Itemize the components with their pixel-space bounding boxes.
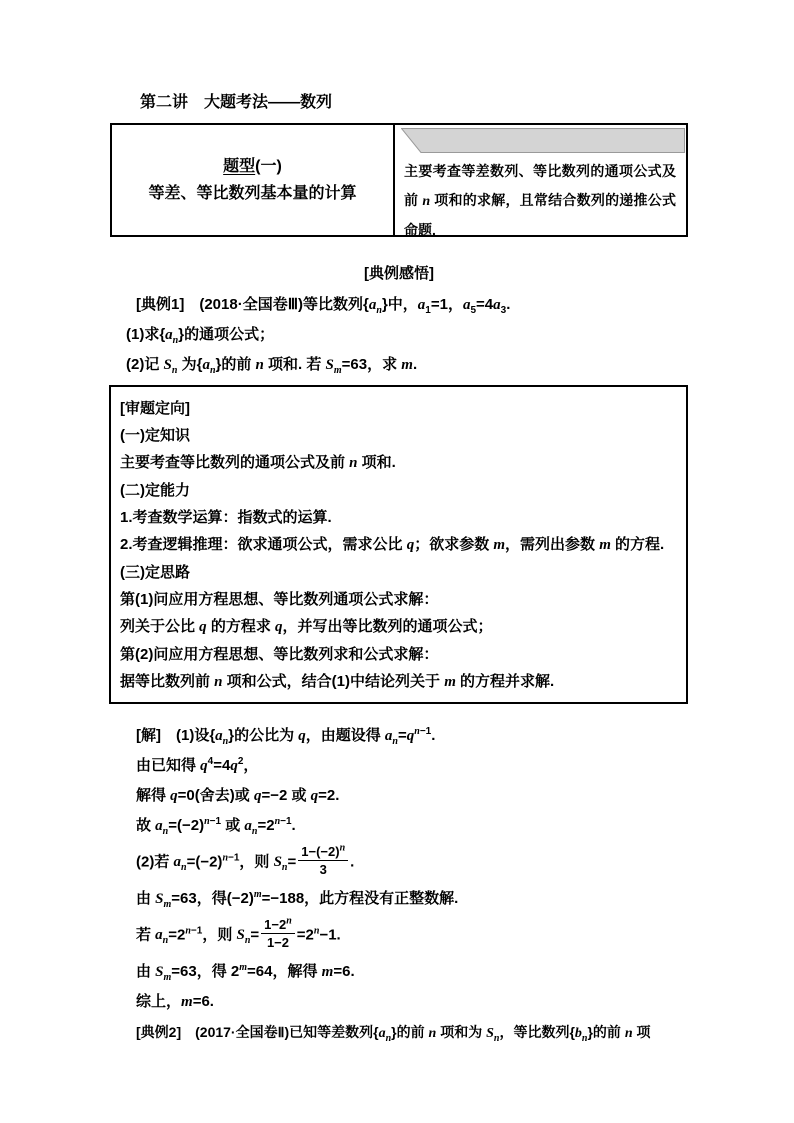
analysis-box-title: [审题定向] — [120, 400, 190, 417]
analysis-heading-knowledge: (一)定知识 — [120, 427, 190, 444]
solution-line: 若 $a_n=2^{n-1}$，则 $S_n=$ $\frac{1-2^n}{1-2}$ $=2^n-1$. — [136, 915, 341, 950]
solution-block — [110, 726, 688, 1012]
analysis-line: 第(1)问应用方程思想、等比数列通项公式求解： — [120, 591, 439, 608]
solution-conclusion: 综上，m=6. — [136, 993, 214, 1010]
analysis-heading-approach: (三)定思路 — [120, 564, 190, 581]
topic-table-right-cell — [395, 125, 686, 238]
solution-line: [解] (1)设$\{a_n\}$的公比为 q，由题设得 $a_n=q^{n-1}$. — [136, 726, 436, 747]
analysis-line: 主要考查等比数列的通项公式及前 n 项和. — [120, 454, 396, 471]
solution-line: 由 $S_m=63$，得 $2^m=64$，解得 m=6. — [136, 962, 355, 983]
banner-decoration — [401, 128, 685, 153]
example1-block — [110, 295, 688, 375]
example1-question-1: (1)求$\{a_n\}$的通项公式； — [126, 326, 275, 346]
topic-table — [110, 123, 688, 237]
analysis-line: 第(2)问应用方程思想、等比数列求和公式求解： — [120, 646, 439, 663]
page-title: 第二讲 大题考法——数列 — [140, 94, 333, 111]
topic-description: 主要考查等差数列、等比数列的通项公式及前 n 项和的求解，且常结合数列的递推公式命题. — [404, 163, 677, 238]
solution-line: 由已知得 $q^4=4q^2$， — [136, 756, 259, 774]
section-label: [典例感悟] — [364, 265, 434, 282]
solution-line: 解得 q=0(舍去)或 q=−2 或 q=2. — [136, 787, 340, 804]
analysis-line: 列关于公比 q 的方程求 q，并写出等比数列的通项公式； — [120, 618, 493, 635]
topic-table-left-cell — [112, 125, 395, 235]
parallelogram-banner-icon — [401, 128, 685, 153]
example1-statement: [典例1] (2018·全国卷Ⅲ)等比数列$\{a_n\}$中，$a_1=1$，$a_5=4a_3$. — [136, 296, 511, 316]
analysis-line: 2.考查逻辑推理：欲求通项公式，需求公比 q；欲求参数 m，需列出参数 m 的方程. — [120, 536, 665, 553]
problem-type-label: 题型(一) — [223, 157, 282, 175]
solution-line: 由 $S_m=63$，得$(-2)^m=-188$，此方程没有正整数解. — [136, 889, 459, 910]
analysis-box — [109, 385, 688, 704]
solution-line: 故 $a_n=(-2)^{n-1}$ 或 $a_n=2^{n-1}$. — [136, 816, 296, 837]
analysis-line: 1.考查数学运算：指数式的运算. — [120, 509, 332, 526]
example1-question-2: (2)记 $S_n$ 为$\{a_n\}$的前 n 项和. 若 $S_m=63$，求 m. — [126, 356, 418, 376]
document-page — [110, 0, 688, 1054]
problem-type-name: 等差、等比数列基本量的计算 — [148, 184, 357, 202]
example2-statement: [典例2] (2017·全国卷Ⅱ)已知等差数列$\{a_n\}$的前 n 项和为 $S_n$，等比数列$\{b_n\}$的前 n 项 — [136, 1024, 651, 1044]
analysis-heading-ability: (二)定能力 — [120, 482, 190, 499]
solution-line: (2)若 $a_n=(-2)^{n-1}$，则 $S_n=$ $\frac{1-(-2)^n}{3}$ . — [136, 842, 355, 877]
analysis-line: 据等比数列前 n 项和公式，结合(1)中结论列关于 m 的方程并求解. — [120, 673, 555, 690]
